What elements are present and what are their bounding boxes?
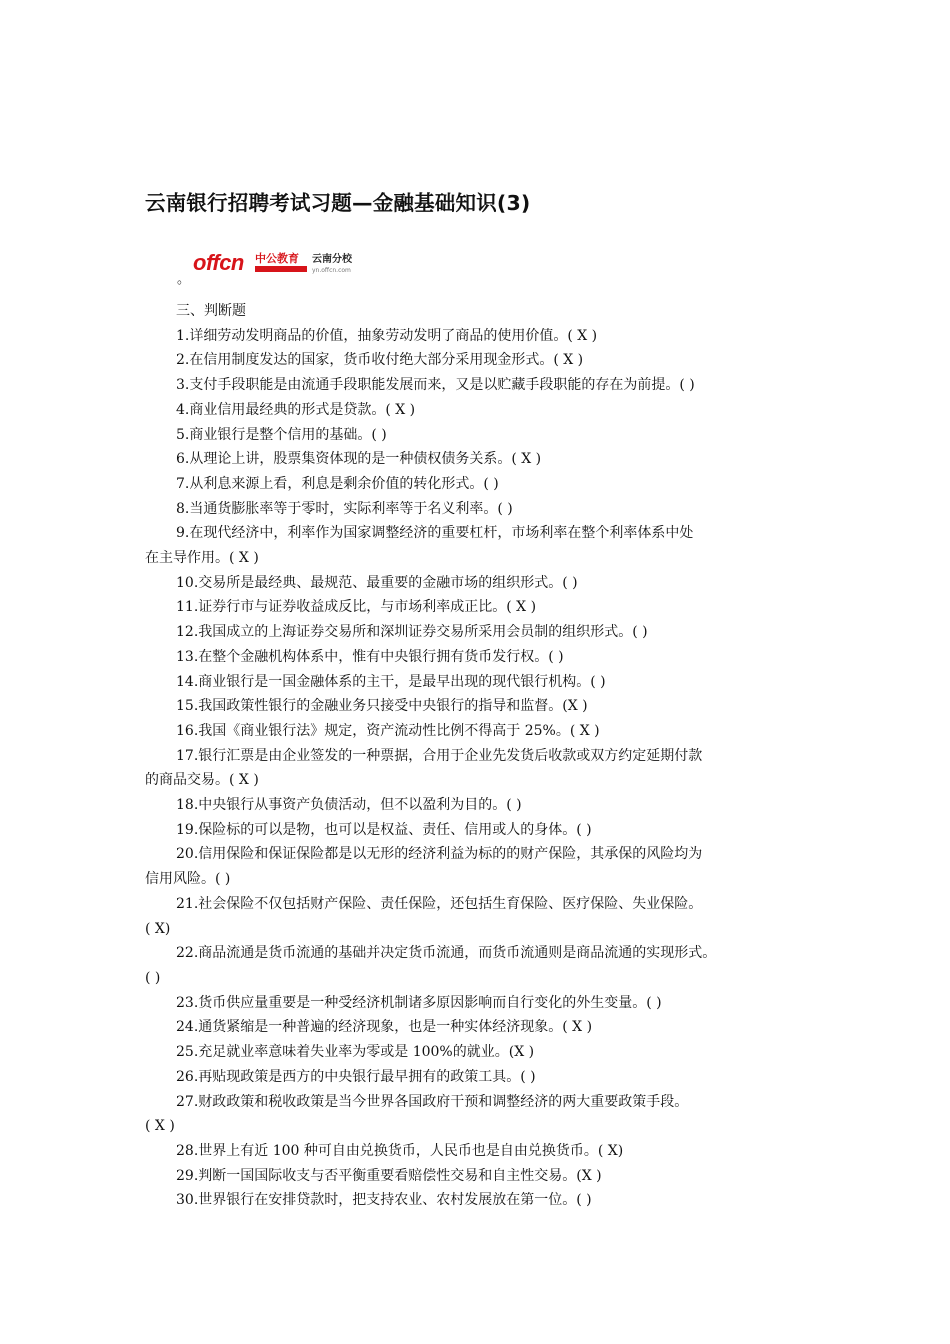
question-line: 5.商业银行是整个信用的基础。( ) [176,426,387,443]
question-line: 4.商业信用最经典的形式是贷款。( X ) [176,401,416,418]
question-line: 14.商业银行是一国金融体系的主干，是最早出现的现代银行机构。( ) [176,673,606,690]
question-line: 6.从理论上讲，股票集资体现的是一种债权债务关系。( X ) [176,451,542,468]
question-line-continuation: 在主导作用。( X ) [145,550,259,567]
question-line-continuation: 的商品交易。( X ) [145,772,259,789]
question-line: 24.通货紧缩是一种普遍的经济现象，也是一种实体经济现象。( X ) [176,1019,593,1036]
question-line: 13.在整个金融机构体系中，惟有中央银行拥有货币发行权。( ) [176,648,564,665]
question-line: 23.货币供应量重要是一种受经济机制诸多原因影响而自行变化的外生变量。( ) [176,994,662,1011]
question-line: 19.保险标的可以是物，也可以是权益、责任、信用或人的身体。( ) [176,821,592,838]
logo-chinese-name: 中公教育 [255,252,299,265]
question-line-continuation: ( X ) [145,1118,175,1135]
question-line: 7.从利息来源上看，利息是剩余价值的转化形式。( ) [176,475,499,492]
question-line-continuation: 信用风险。( ) [145,871,231,888]
question-line: 15.我国政策性银行的金融业务只接受中央银行的指导和监督。(X ) [176,698,588,715]
question-line: 16.我国《商业银行法》规定，资产流动性比例不得高于 25%。( X ) [176,722,600,739]
question-line: 29.判断一国国际收支与否平衡重要看赔偿性交易和自主性交易。(X ) [176,1167,602,1184]
question-line: 18.中央银行从事资产负债活动，但不以盈利为目的。( ) [176,797,522,814]
question-line-continuation: ( X) [145,920,171,937]
question-line: 2.在信用制度发达的国家，货币收付绝大部分采用现金形式。( X ) [176,352,584,369]
question-line: 3.支付手段职能是由流通手段职能发展而来，又是以贮藏手段职能的存在为前提。( ) [176,377,695,394]
logo-suffix: 。 [177,272,191,287]
question-line: 8.当通货膨胀率等于零时，实际利率等于名义利率。( ) [176,500,513,517]
question-line: 30.世界银行在安排贷款时，把支持农业、农村发展放在第一位。( ) [176,1192,592,1209]
question-line: 11.证券行市与证券收益成反比，与市场利率成正比。( X ) [176,599,537,616]
question-line: 22.商品流通是货币流通的基础并决定货币流通，而货币流通则是商品流通的实现形式。 [176,945,717,962]
question-list [145,299,825,1213]
question-line: 28.世界上有近 100 种可自由兑换货币，人民币也是自由兑换货币。( X) [176,1142,624,1159]
logo-branch: 云南分校 [312,254,352,265]
question-line-continuation: ( ) [145,969,161,986]
question-line: 10.交易所是最经典、最规范、最重要的金融市场的组织形式。( ) [176,574,578,591]
logo-url: yn.offcn.com [312,267,351,274]
question-line: 27.财政政策和税收政策是当今世界各国政府干预和调整经济的两大重要政策手段。 [176,1093,689,1110]
question-line: 25.充足就业率意味着失业率为零或是 100%的就业。(X ) [176,1044,535,1061]
question-line: 26.再贴现政策是西方的中央银行最早拥有的政策工具。( ) [176,1068,536,1085]
question-line: 21.社会保险不仅包括财产保险、责任保险，还包括生育保险、医疗保险、失业保险。 [176,895,703,912]
offcn-logo [193,251,393,277]
section-heading: 三、判断题 [176,303,246,319]
logo-tagline-bar [255,266,307,272]
question-line: 9.在现代经济中，利率作为国家调整经济的重要杠杆，市场利率在整个利率体系中处 [176,525,694,542]
page-title: 云南银行招聘考试习题—金融基础知识(3) [145,191,531,215]
question-line: 20.信用保险和保证保险都是以无形的经济利益为标的的财产保险，其承保的风险均为 [176,846,703,863]
question-line: 17.银行汇票是由企业签发的一种票据，合用于企业先发货后收款或双方约定延期付款 [176,747,703,764]
logo-brand: offcn [193,250,244,275]
question-line: 1.详细劳动发明商品的价值，抽象劳动发明了商品的使用价值。( X ) [176,327,598,344]
question-line: 12.我国成立的上海证券交易所和深圳证券交易所采用会员制的组织形式。( ) [176,624,648,641]
